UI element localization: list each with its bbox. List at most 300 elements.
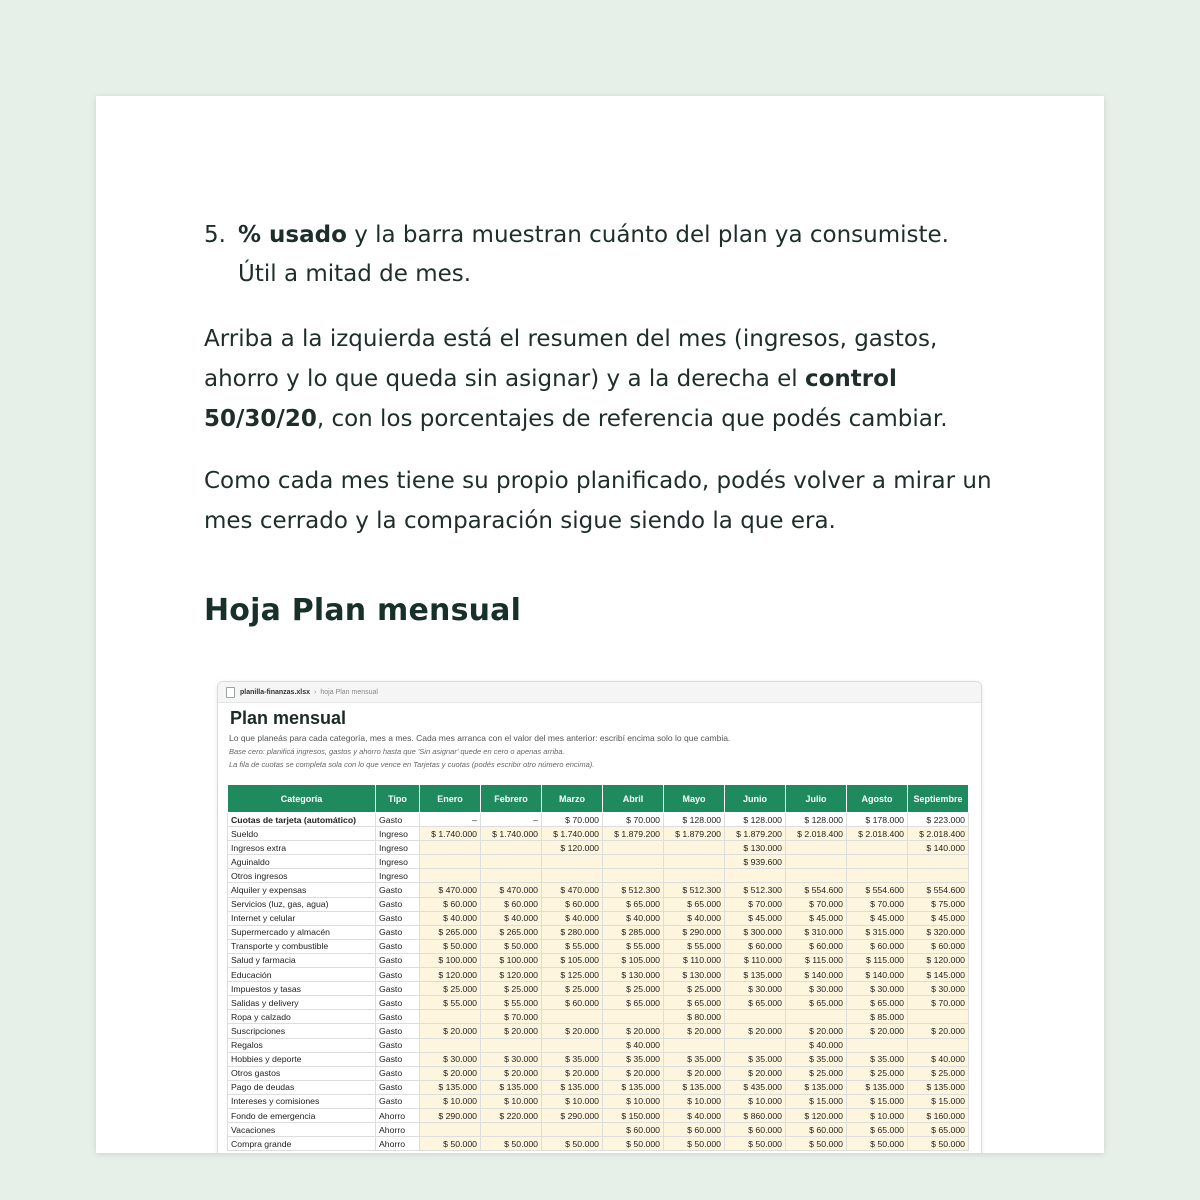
table-body <box>228 813 969 1151</box>
category-cell: Fondo de emergencia <box>228 1108 376 1122</box>
value-cell: $ 65.000 <box>603 996 664 1010</box>
value-cell <box>664 1038 725 1052</box>
plan-table <box>227 784 969 1151</box>
value-cell <box>908 1038 969 1052</box>
value-cell: $ 1.740.000 <box>542 827 603 841</box>
category-cell: Cuotas de tarjeta (automático) <box>228 813 376 827</box>
value-cell <box>908 1010 969 1024</box>
value-cell: $ 25.000 <box>847 1066 908 1080</box>
value-cell: $ 25.000 <box>420 982 481 996</box>
file-name: planilla-finanzas.xlsx <box>240 688 311 696</box>
value-cell <box>542 1123 603 1137</box>
category-cell: Ingresos extra <box>228 841 376 855</box>
value-cell: $ 120.000 <box>420 968 481 982</box>
value-cell <box>542 855 603 869</box>
value-cell: $ 45.000 <box>786 911 847 925</box>
value-cell: $ 25.000 <box>481 982 542 996</box>
value-cell: $ 435.000 <box>725 1080 786 1094</box>
spreadsheet-screenshot <box>217 681 982 1153</box>
value-cell: $ 135.000 <box>725 968 786 982</box>
paragraph-months: Como cada mes tiene su propio planificado, podés volver a mirar un mes cerrado y la comparación sigue siendo la que era. <box>204 468 992 534</box>
value-cell: $ 512.300 <box>603 883 664 897</box>
value-cell: $ 140.000 <box>786 968 847 982</box>
paragraph-summary <box>204 319 994 439</box>
value-cell <box>603 869 664 883</box>
column-header: Junio <box>725 785 786 813</box>
table-row <box>228 813 969 827</box>
type-cell: Gasto <box>376 813 420 827</box>
document-page <box>96 96 1104 1153</box>
value-cell: $ 70.000 <box>786 897 847 911</box>
value-cell: $ 50.000 <box>420 1137 481 1151</box>
type-cell: Ahorro <box>376 1123 420 1137</box>
value-cell <box>725 1010 786 1024</box>
value-cell: $ 50.000 <box>481 1137 542 1151</box>
value-cell: $ 65.000 <box>664 897 725 911</box>
value-cell: $ 2.018.400 <box>786 827 847 841</box>
table-row <box>228 883 969 897</box>
type-cell: Gasto <box>376 1066 420 1080</box>
value-cell: $ 320.000 <box>908 925 969 939</box>
category-cell: Vacaciones <box>228 1123 376 1137</box>
value-cell: $ 65.000 <box>603 897 664 911</box>
value-cell: $ 25.000 <box>908 1066 969 1080</box>
value-cell: $ 25.000 <box>664 982 725 996</box>
value-cell: $ 10.000 <box>420 1094 481 1108</box>
value-cell: $ 65.000 <box>847 996 908 1010</box>
document-content <box>204 216 994 628</box>
table-row <box>228 996 969 1010</box>
value-cell: $ 60.000 <box>725 1123 786 1137</box>
value-cell: $ 20.000 <box>725 1066 786 1080</box>
value-cell: $ 40.000 <box>786 1038 847 1052</box>
value-cell: $ 20.000 <box>725 1024 786 1038</box>
value-cell: $ 50.000 <box>725 1137 786 1151</box>
value-cell: $ 40.000 <box>908 1052 969 1066</box>
value-cell: $ 65.000 <box>725 996 786 1010</box>
value-cell: $ 20.000 <box>420 1024 481 1038</box>
value-cell: $ 30.000 <box>481 1052 542 1066</box>
value-cell: $ 265.000 <box>420 925 481 939</box>
value-cell: $ 120.000 <box>786 1108 847 1122</box>
table-row <box>228 841 969 855</box>
value-cell: $ 20.000 <box>603 1066 664 1080</box>
value-cell <box>603 1010 664 1024</box>
category-cell: Ropa y calzado <box>228 1010 376 1024</box>
value-cell: $ 60.000 <box>542 996 603 1010</box>
value-cell: $ 15.000 <box>847 1094 908 1108</box>
value-cell: $ 470.000 <box>481 883 542 897</box>
value-cell: $ 1.740.000 <box>420 827 481 841</box>
column-header: Febrero <box>481 785 542 813</box>
sheet-note-1: Lo que planeás para cada categoría, mes a mes. Cada mes arranca con el valor del mes anterior: escribí encima solo lo que cambia. <box>229 733 731 743</box>
value-cell: $ 2.018.400 <box>908 827 969 841</box>
value-cell: $ 135.000 <box>603 1080 664 1094</box>
value-cell: $ 160.000 <box>908 1108 969 1122</box>
value-cell: $ 40.000 <box>664 1108 725 1122</box>
type-cell: Gasto <box>376 996 420 1010</box>
value-cell: $ 1.879.200 <box>664 827 725 841</box>
table-row <box>228 1080 969 1094</box>
category-cell: Pago de deudas <box>228 1080 376 1094</box>
category-cell: Alquiler y expensas <box>228 883 376 897</box>
value-cell: $ 30.000 <box>725 982 786 996</box>
value-cell: $ 280.000 <box>542 925 603 939</box>
value-cell: $ 10.000 <box>847 1108 908 1122</box>
value-cell: $ 55.000 <box>603 939 664 953</box>
value-cell: $ 315.000 <box>847 925 908 939</box>
value-cell: $ 135.000 <box>420 1080 481 1094</box>
category-cell: Otros gastos <box>228 1066 376 1080</box>
value-cell: $ 20.000 <box>664 1066 725 1080</box>
column-header: Tipo <box>376 785 420 813</box>
category-cell: Supermercado y almacén <box>228 925 376 939</box>
value-cell: $ 110.000 <box>664 953 725 967</box>
value-cell: $ 55.000 <box>420 996 481 1010</box>
value-cell: $ 128.000 <box>786 813 847 827</box>
value-cell <box>603 841 664 855</box>
value-cell: $ 290.000 <box>420 1108 481 1122</box>
value-cell: $ 128.000 <box>725 813 786 827</box>
value-cell <box>420 1123 481 1137</box>
value-cell <box>847 1038 908 1052</box>
value-cell: $ 1.879.200 <box>725 827 786 841</box>
type-cell: Gasto <box>376 883 420 897</box>
category-cell: Servicios (luz, gas, agua) <box>228 897 376 911</box>
value-cell <box>420 1038 481 1052</box>
value-cell: $ 50.000 <box>542 1137 603 1151</box>
category-cell: Aguinaldo <box>228 855 376 869</box>
value-cell: $ 15.000 <box>908 1094 969 1108</box>
value-cell: $ 470.000 <box>542 883 603 897</box>
value-cell: $ 20.000 <box>603 1024 664 1038</box>
value-cell: $ 20.000 <box>481 1066 542 1080</box>
value-cell: $ 10.000 <box>725 1094 786 1108</box>
value-cell: $ 140.000 <box>908 841 969 855</box>
value-cell: $ 285.000 <box>603 925 664 939</box>
value-cell: $ 120.000 <box>908 953 969 967</box>
value-cell: $ 50.000 <box>481 939 542 953</box>
value-cell: $ 75.000 <box>908 897 969 911</box>
table-row <box>228 1108 969 1122</box>
value-cell: $ 40.000 <box>420 911 481 925</box>
value-cell: $ 40.000 <box>481 911 542 925</box>
table-row <box>228 1052 969 1066</box>
value-cell: $ 50.000 <box>908 1137 969 1151</box>
value-cell <box>908 869 969 883</box>
value-cell: $ 30.000 <box>786 982 847 996</box>
file-titlebar <box>218 682 981 703</box>
value-cell: $ 310.000 <box>786 925 847 939</box>
table-header-row <box>228 785 969 813</box>
value-cell: $ 10.000 <box>481 1094 542 1108</box>
value-cell: $ 135.000 <box>664 1080 725 1094</box>
value-cell <box>725 869 786 883</box>
para1-post: , con los porcentajes de referencia que podés cambiar. <box>316 406 948 432</box>
value-cell <box>847 855 908 869</box>
value-cell: $ 100.000 <box>481 953 542 967</box>
type-cell: Gasto <box>376 897 420 911</box>
value-cell <box>603 855 664 869</box>
value-cell: $ 220.000 <box>481 1108 542 1122</box>
table-row <box>228 911 969 925</box>
value-cell: $ 130.000 <box>603 968 664 982</box>
table-row <box>228 1038 969 1052</box>
value-cell: $ 554.600 <box>908 883 969 897</box>
category-cell: Salidas y delivery <box>228 996 376 1010</box>
value-cell: $ 50.000 <box>420 939 481 953</box>
value-cell: $ 60.000 <box>542 897 603 911</box>
column-header: Marzo <box>542 785 603 813</box>
column-header: Enero <box>420 785 481 813</box>
value-cell: $ 20.000 <box>664 1024 725 1038</box>
value-cell: $ 65.000 <box>847 1123 908 1137</box>
table-row <box>228 869 969 883</box>
category-cell: Hobbies y deporte <box>228 1052 376 1066</box>
value-cell <box>847 841 908 855</box>
value-cell: $ 35.000 <box>542 1052 603 1066</box>
value-cell: $ 120.000 <box>542 841 603 855</box>
value-cell: $ 35.000 <box>786 1052 847 1066</box>
value-cell: $ 25.000 <box>786 1066 847 1080</box>
value-cell: $ 150.000 <box>603 1108 664 1122</box>
value-cell: $ 60.000 <box>603 1123 664 1137</box>
category-cell: Transporte y combustible <box>228 939 376 953</box>
value-cell: $ 300.000 <box>725 925 786 939</box>
type-cell: Ingreso <box>376 869 420 883</box>
table-row <box>228 1024 969 1038</box>
table-row <box>228 953 969 967</box>
category-cell: Salud y farmacia <box>228 953 376 967</box>
value-cell <box>786 869 847 883</box>
table-row <box>228 1094 969 1108</box>
value-cell: $ 125.000 <box>542 968 603 982</box>
value-cell: $ 105.000 <box>542 953 603 967</box>
value-cell <box>420 869 481 883</box>
value-cell: $ 50.000 <box>664 1137 725 1151</box>
value-cell: $ 15.000 <box>786 1094 847 1108</box>
value-cell: $ 10.000 <box>664 1094 725 1108</box>
value-cell: $ 135.000 <box>786 1080 847 1094</box>
category-cell: Educación <box>228 968 376 982</box>
value-cell: $ 65.000 <box>664 996 725 1010</box>
value-cell: $ 115.000 <box>847 953 908 967</box>
value-cell: $ 45.000 <box>725 911 786 925</box>
column-header: Abril <box>603 785 664 813</box>
value-cell <box>481 869 542 883</box>
value-cell: $ 100.000 <box>420 953 481 967</box>
file-icon <box>226 687 235 698</box>
value-cell: $ 10.000 <box>603 1094 664 1108</box>
value-cell: $ 70.000 <box>847 897 908 911</box>
value-cell: $ 45.000 <box>847 911 908 925</box>
value-cell: $ 20.000 <box>542 1024 603 1038</box>
type-cell: Ahorro <box>376 1108 420 1122</box>
value-cell: $ 10.000 <box>542 1094 603 1108</box>
value-cell: $ 70.000 <box>481 1010 542 1024</box>
value-cell: $ 20.000 <box>542 1066 603 1080</box>
value-cell: $ 65.000 <box>908 1123 969 1137</box>
value-cell <box>786 841 847 855</box>
value-cell: $ 470.000 <box>420 883 481 897</box>
value-cell: $ 115.000 <box>786 953 847 967</box>
value-cell: $ 939.600 <box>725 855 786 869</box>
value-cell <box>420 855 481 869</box>
section-heading: Hoja Plan mensual <box>204 593 522 628</box>
value-cell: $ 130.000 <box>664 968 725 982</box>
value-cell: $ 120.000 <box>481 968 542 982</box>
value-cell: $ 25.000 <box>542 982 603 996</box>
category-cell: Compra grande <box>228 1137 376 1151</box>
value-cell: $ 40.000 <box>664 911 725 925</box>
column-header: Agosto <box>847 785 908 813</box>
value-cell: $ 65.000 <box>786 996 847 1010</box>
value-cell: $ 223.000 <box>908 813 969 827</box>
value-cell: $ 135.000 <box>542 1080 603 1094</box>
para1-bold: control 50/30/20 <box>204 366 897 432</box>
value-cell: $ 60.000 <box>481 897 542 911</box>
type-cell: Gasto <box>376 1038 420 1052</box>
value-cell <box>786 1010 847 1024</box>
value-cell: $ 25.000 <box>603 982 664 996</box>
value-cell: $ 85.000 <box>847 1010 908 1024</box>
table-row <box>228 897 969 911</box>
value-cell: $ 35.000 <box>664 1052 725 1066</box>
value-cell: $ 135.000 <box>481 1080 542 1094</box>
table-row <box>228 982 969 996</box>
value-cell: $ 55.000 <box>664 939 725 953</box>
value-cell: $ 70.000 <box>542 813 603 827</box>
value-cell: – <box>420 813 481 827</box>
value-cell: $ 20.000 <box>908 1024 969 1038</box>
table-row <box>228 968 969 982</box>
value-cell <box>542 1010 603 1024</box>
value-cell: $ 145.000 <box>908 968 969 982</box>
value-cell: $ 45.000 <box>908 911 969 925</box>
list-number: 5. <box>204 222 226 248</box>
value-cell <box>420 841 481 855</box>
list-rest: y la barra muestran cuánto del plan ya consumiste. Útil a mitad de mes. <box>238 222 949 287</box>
value-cell: $ 80.000 <box>664 1010 725 1024</box>
value-cell <box>664 841 725 855</box>
table-row <box>228 1123 969 1137</box>
type-cell: Ingreso <box>376 841 420 855</box>
table-row <box>228 939 969 953</box>
value-cell: $ 105.000 <box>603 953 664 967</box>
type-cell: Gasto <box>376 1024 420 1038</box>
value-cell: $ 60.000 <box>847 939 908 953</box>
value-cell: $ 20.000 <box>420 1066 481 1080</box>
value-cell <box>664 855 725 869</box>
type-cell: Gasto <box>376 911 420 925</box>
para1-pre: Arriba a la izquierda está el resumen del mes (ingresos, gastos, ahorro y lo que queda sin asignar) y a la derecha el <box>204 326 938 392</box>
value-cell: $ 110.000 <box>725 953 786 967</box>
category-cell: Sueldo <box>228 827 376 841</box>
value-cell: – <box>481 813 542 827</box>
value-cell: $ 290.000 <box>664 925 725 939</box>
value-cell: $ 130.000 <box>725 841 786 855</box>
category-cell: Suscripciones <box>228 1024 376 1038</box>
value-cell: $ 40.000 <box>603 1038 664 1052</box>
column-header: Categoría <box>228 785 376 813</box>
type-cell: Gasto <box>376 953 420 967</box>
value-cell: $ 50.000 <box>847 1137 908 1151</box>
value-cell: $ 20.000 <box>481 1024 542 1038</box>
category-cell: Otros ingresos <box>228 869 376 883</box>
category-cell: Regalos <box>228 1038 376 1052</box>
type-cell: Ingreso <box>376 855 420 869</box>
value-cell: $ 70.000 <box>725 897 786 911</box>
value-cell <box>542 1038 603 1052</box>
sheet-note-2: Base cero: planificá ingresos, gastos y ahorro hasta que 'Sin asignar' quede en cero o apenas arriba. <box>229 747 565 756</box>
type-cell: Gasto <box>376 1010 420 1024</box>
category-cell: Intereses y comisiones <box>228 1094 376 1108</box>
value-cell: $ 2.018.400 <box>847 827 908 841</box>
value-cell <box>481 1123 542 1137</box>
value-cell: $ 860.000 <box>725 1108 786 1122</box>
value-cell: $ 128.000 <box>664 813 725 827</box>
value-cell: $ 1.740.000 <box>481 827 542 841</box>
table-row <box>228 1137 969 1151</box>
value-cell: $ 60.000 <box>664 1123 725 1137</box>
value-cell: $ 60.000 <box>786 1123 847 1137</box>
value-cell: $ 135.000 <box>908 1080 969 1094</box>
value-cell: $ 70.000 <box>908 996 969 1010</box>
table-row <box>228 1010 969 1024</box>
value-cell: $ 50.000 <box>786 1137 847 1151</box>
value-cell: $ 554.600 <box>847 883 908 897</box>
value-cell: $ 40.000 <box>542 911 603 925</box>
table-row <box>228 855 969 869</box>
value-cell: $ 30.000 <box>847 982 908 996</box>
category-cell: Internet y celular <box>228 911 376 925</box>
list-bold: % usado <box>238 222 347 248</box>
value-cell: $ 265.000 <box>481 925 542 939</box>
type-cell: Gasto <box>376 1080 420 1094</box>
list-text <box>238 216 994 294</box>
breadcrumb-separator: › <box>314 688 317 696</box>
value-cell <box>481 855 542 869</box>
sheet-name: hoja Plan mensual <box>320 688 378 696</box>
value-cell: $ 554.600 <box>786 883 847 897</box>
value-cell: $ 40.000 <box>603 911 664 925</box>
value-cell: $ 60.000 <box>908 939 969 953</box>
value-cell: $ 20.000 <box>786 1024 847 1038</box>
value-cell: $ 50.000 <box>603 1137 664 1151</box>
value-cell <box>420 1010 481 1024</box>
value-cell <box>542 869 603 883</box>
value-cell: $ 290.000 <box>542 1108 603 1122</box>
table-row <box>228 1066 969 1080</box>
value-cell: $ 1.879.200 <box>603 827 664 841</box>
value-cell <box>481 1038 542 1052</box>
sheet-note-3: La fila de cuotas se completa sola con lo que vence en Tarjetas y cuotas (podés escribir otro número encima). <box>229 760 595 769</box>
value-cell <box>847 869 908 883</box>
column-header: Septiembre <box>908 785 969 813</box>
value-cell: $ 512.300 <box>725 883 786 897</box>
value-cell: $ 35.000 <box>725 1052 786 1066</box>
value-cell: $ 140.000 <box>847 968 908 982</box>
value-cell <box>481 841 542 855</box>
value-cell <box>786 855 847 869</box>
value-cell: $ 60.000 <box>786 939 847 953</box>
table-row <box>228 925 969 939</box>
type-cell: Gasto <box>376 968 420 982</box>
value-cell: $ 60.000 <box>725 939 786 953</box>
type-cell: Gasto <box>376 1052 420 1066</box>
value-cell: $ 20.000 <box>847 1024 908 1038</box>
value-cell <box>725 1038 786 1052</box>
